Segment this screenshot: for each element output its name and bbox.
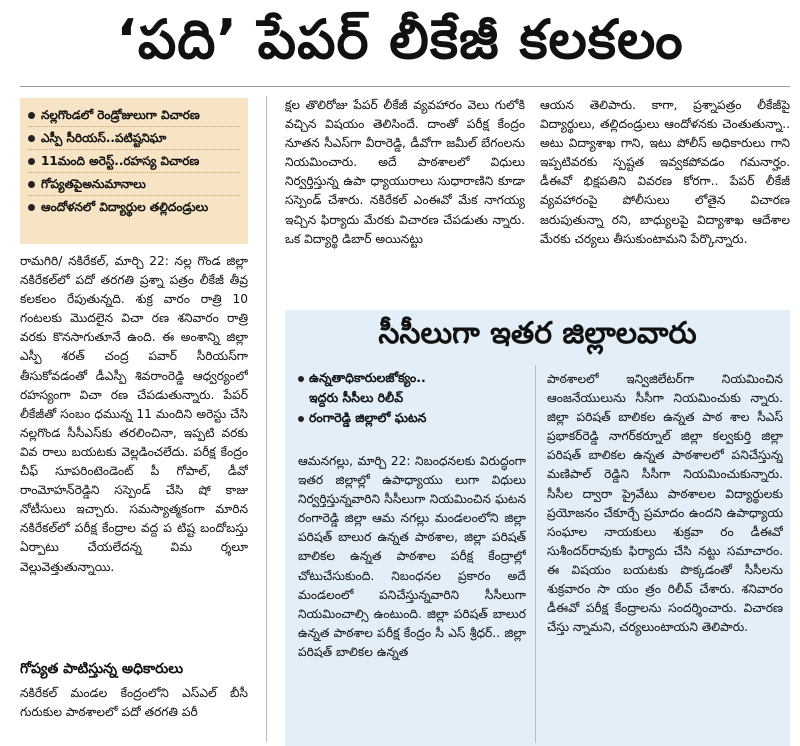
highlight-item: గోప్యతపైఅనుమానాలు [28, 173, 240, 196]
bullet-icon [28, 112, 35, 119]
headline: ‘పది’ పేపర్ లీకేజీ కలకలం [116, 8, 684, 71]
article-column-1 [20, 252, 248, 656]
section-subhead: గోప్యత పాటిస్తున్న అధికారులు [20, 661, 184, 677]
bullet-icon [298, 416, 304, 422]
highlight-item: ఆందోళనలో విద్యార్థుల తల్లిదండ్రులు [28, 196, 240, 218]
highlights-box [20, 98, 248, 244]
article-paragraph: రామగిరి/ నకిరేకల్, మార్చి 22: నల్ల గొండ జిల్లా నకిరేకల్‌లో పదో తరగతి ప్రశ్నా పత్రం లీకేజీ తీవ్ర కలకలం రేపుతున్నది. శుక్ర వారం రాత్రి 10 గంటలకు మొదలైన విచా రణ శనివారం రాత్రి వరకు కొనసాగుతూనే ఉంది. ఈ అంశాన్ని జిల్లా ఎస్పీ శరత్ చంద్ర పవార్ సీరియస్‌గా తీసుకోవడంతో డీఎస్పీ శివరాంరెడ్డి ఆధ్వర్యంలో రహస్యంగా విచా రణ చేపడుతున్నారు. పేపర్ లీకేజీతో సంబం ధమున్న 11 మందిని అరెస్టు చేసి నల్లగొండ సీసీఎస్‌కు తరలించినా, ఇప్పటి వరకు వివ రాలు బయటకు వెల్లడించలేదు. పరీక్ష కేంద్రం చీఫ్ సూపరింటెండెంట్ పీ గోపాల్, డీవో రాంమోహన్‌రెడ్డిని సస్పెండ్ చేసి షో కాజు నోటీసులు ఇచ్చారు. సమస్యాత్మకంగా మారిన నకిరేకల్‌లో పరీక్ష కేంద్రాల వద్ద ప టిష్ట బందోబస్తు ఏర్పాటు చేయలేదన్న విమ ర్శలూ వెల్లువెత్తుతున్నాయి. [20, 254, 248, 574]
article-column-3: ఆయన తెలిపారు. కాగా, ప్రశ్నాపత్రం లీకేజీపై విద్యార్థులు, తల్లిదండ్రులు ఆందోళనకు చెంతుతున్నా.. అటు విద్యాశాఖ గాని, ఇటు పోలీస్ అధికారులు గాని ఇప్పటివరకు స్పష్టత ఇవ్వకపోవడం గమనార్హం. డీఈవో భిక్షపతిని వివరణ కోరగా.. పేపర్ లీకేజీ వ్యవహారంపై పోలీసులు లోతైన విచారణ జరుపుతున్నా రని, బాధ్యులపై విద్యాశాఖ ఆదేశాల మేరకు చర్యలు తీసుకుంటామని పేర్కొన్నారు. [540, 98, 790, 246]
article-column-2: క్షల తొలిరోజు పేపర్ లీకేజీ వ్యవహారం వెలు గులోకి వచ్చిన విషయం తెలిసిందే. దాంతో పరీక్ష కేంద్రం నూతన సీఎస్‌గా వీరారెడ్డి, డీవోగా జమీల్ బేగంలను నియమించారు. అదే పాఠశాలలో విధులు నిర్వర్తిస్తున్న ఉపా ధ్యాయురాలు సుధారాణిని కూడా సస్పెండ్ చేశారు. నకిరేకల్ ఎంఈవో మేక నాగయ్య ఇచ్చిన ఫిర్యాదు మేరకు విచారణ చేపడుతు న్నారు. ఒక విద్యార్థి డిబార్ అయినట్టు [285, 98, 525, 246]
headline-rule [20, 86, 790, 87]
highlight-item: 11మంది అరెస్ట్..రహస్య విచారణ [28, 150, 240, 173]
bullet-icon [28, 135, 35, 142]
sidebar-bullet: ఉన్నతాధికారులజోక్యం.. [298, 368, 508, 388]
column-divider [266, 96, 267, 742]
sidebar-column-divider [535, 365, 536, 743]
bullet-icon [28, 181, 35, 188]
highlight-item: నల్లగొండలో రెండ్రోజులుగా విచారణ [28, 104, 240, 127]
sidebar-story-column-a: ఆమనగల్లు, మార్చి 22: నిబంధనలకు విరుద్ధంగా ఇతర జిల్లాల్లో ఉపాధ్యాయు లుగా విధులు నిర్వర్తిస్తున్నవారిని సీసీలుగా నియమించిన ఘటన రంగారెడ్డి జిల్లా ఆమ నగల్లు మండలంలోని జిల్లా పరిషత్ బాలుర ఉన్నత పాఠశాల, జిల్లా పరిషత్ బాలికల ఉన్నత పాఠశాల పరీక్ష కేంద్రాల్లో చోటుచేసుకుంది. నిబంధనల ప్రకారం అదే మండలంలో పనిచేస్తున్నవారిని సీసీలుగా నియమించాల్సి ఉంటుంది. జిల్లా పరిషత్ బాలుర ఉన్నత పాఠశాల పరీక్ష కేంద్రం సీ ఎస్ శ్రీధర్.. జిల్లా పరిషత్ బాలికల ఉన్నత [298, 454, 526, 659]
sidebar-story-column-b: పాఠశాలలో ఇన్విజిలేటర్‌గా నియమించిన ఆంజనేయులును సీసీగా నియమించుకు న్నారు. జిల్లా పరిషత్ బాలికల ఉన్నత పాఠ శాల సీఎస్ ప్రభాకర్‌రెడ్డి నాగర్‌కర్నూల్ జిల్లా కల్వకుర్తి జిల్లా పరిషత్ బాలికల ఉన్నత పాఠశాలలో పనిచేస్తున్న మణిపాల్ రెడ్డిని సీసీగా నియమించుకున్నారు. సీసీల ద్వారా ప్రైవేటు పాఠశాలల విద్యార్థులకు ప్రయోజనం చేకూర్చే ప్రమాదం ఉందని ఉపాధ్యాయ సంఘాల నాయకులు శుక్రవా రం డీఈవో సుశీందర్‌రావుకు ఫిర్యాదు చేసి నట్టు సమాచారం. ఈ విషయం బయటకు పొక్కడంతో సీసీలను శుక్రవారం సా యం త్రం రిలీవ్ చేశారు. శనివారం డీఈవో పరీక్ష కేంద్రాలను సందర్శించారు. విచారణ చేస్తు న్నామని, చర్యలుంటాయని తెలిపారు. [547, 372, 783, 635]
sidebar-story-title: సీసీలుగా ఇతర జిల్లాలవారు [378, 316, 697, 351]
bullet-icon [298, 376, 304, 382]
highlight-item: ఎస్పీ సీరియస్..పటిష్టనిఘా [28, 127, 240, 150]
article-column-1-tail: నకిరేకల్ మండల కేంద్రంలోని ఎస్ఎల్ బీసీ గురుకుల పాఠశాలలో పదో తరగతి పరీ [20, 686, 248, 720]
bullet-icon [28, 204, 35, 211]
sidebar-story-bullets: ఉన్నతాధికారులజోక్యం.. ఇద్దరు సీసీలు రిలీవ్ రంగారెడ్డి జిల్లాలో ఘటన [298, 368, 508, 428]
sidebar-bullet: రంగారెడ్డి జిల్లాలో ఘటన [298, 408, 508, 428]
bullet-icon [28, 158, 35, 165]
